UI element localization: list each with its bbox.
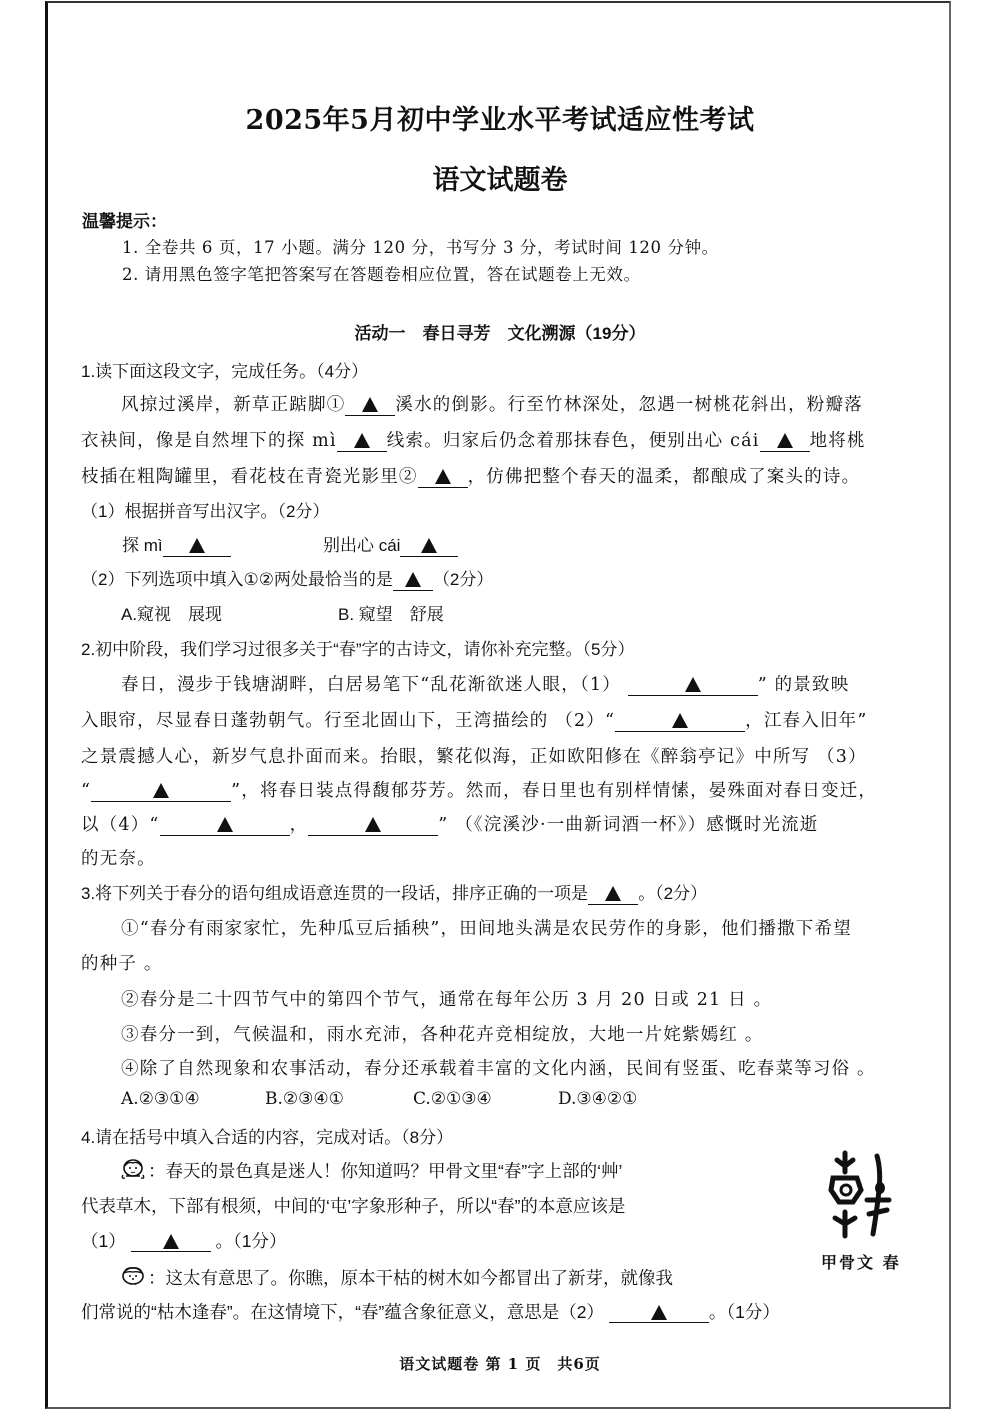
q1-sub1-b xyxy=(323,531,458,557)
q1-passage-line xyxy=(121,391,863,416)
q1-passage-line xyxy=(81,463,860,488)
question-2-stem: 2.初中阶段，我们学习过很多关于“春”字的古诗文，请你补充完整。（5分） xyxy=(81,640,635,659)
oracle-bone-chun-figure xyxy=(825,1150,905,1240)
q3-option-a[interactable]: A.②③①④ xyxy=(121,1089,200,1109)
text: 探 mì xyxy=(122,536,163,555)
blank-marker-icon xyxy=(163,1234,179,1249)
text: （2）下列选项中填入①②两处最恰当的是 xyxy=(81,570,393,589)
q1-sub2 xyxy=(81,565,493,591)
page-footer: 语文试题卷 第 1 页 共6页 xyxy=(399,1355,601,1373)
text: ”，将春日装点得馥郁芬芳。然而，春日里也有别样情愫，晏殊面对春日变迁， xyxy=(231,781,878,801)
text: ：这太有意思了。你瞧，原本干枯的树木如今都冒出了新芽，就像我 xyxy=(148,1268,673,1288)
q3-sentence-2: ②春分是二十四节气中的第四个节气，通常在每年公历 3 月 20 日或 21 日 。 xyxy=(121,990,773,1010)
blank-marker-icon xyxy=(651,1305,667,1320)
q1-option-a[interactable]: A.窥视 展现 xyxy=(121,605,223,624)
text: 溪水的倒影。行至竹林深处，忽遇一树桃花斜出，粉瓣落 xyxy=(395,395,863,415)
tip-item: 1. 全卷共 6 页，17 小题。满分 120 分，书写分 3 分，考试时间 120 分钟。 xyxy=(122,238,719,257)
q3-sentence-1-cont: 的种子 。 xyxy=(81,954,163,974)
q2-line xyxy=(81,707,868,732)
q1-passage-line xyxy=(81,427,866,452)
answer-blank[interactable] xyxy=(628,677,758,696)
text: ” 的景致映 xyxy=(757,675,850,695)
answer-blank[interactable] xyxy=(615,713,745,732)
blank-marker-icon xyxy=(685,677,701,692)
answer-blank[interactable] xyxy=(160,817,290,836)
answer-blank[interactable] xyxy=(337,433,387,452)
q2-line xyxy=(81,777,877,802)
blank-marker-icon xyxy=(153,783,169,798)
blank-marker-icon xyxy=(435,469,451,484)
q2-line: 的无奈。 xyxy=(81,849,156,869)
question-1-stem: 1.读下面这段文字，完成任务。（4分） xyxy=(81,362,369,381)
q3-sentence-4: ④除了自然现象和农事活动，春分还承载着丰富的文化内涵，民间有竖蛋、吃春菜等习俗 。 xyxy=(121,1059,876,1079)
text: “ xyxy=(81,781,92,801)
answer-blank[interactable] xyxy=(91,783,231,802)
text: ” （《浣溪沙·一曲新词酒一杯》）感慨时光流逝 xyxy=(438,815,819,835)
figure-caption: 甲骨文 春 xyxy=(821,1253,901,1272)
answer-blank[interactable] xyxy=(393,572,433,591)
q1-sub1-a xyxy=(122,531,231,557)
blank-marker-icon xyxy=(189,538,205,553)
answer-blank[interactable] xyxy=(308,817,438,836)
text: （2分） xyxy=(432,570,494,589)
answer-blank[interactable] xyxy=(418,469,468,488)
tip-item: 2. 请用黑色签字笔把答案写在答题卷相应位置，答在试题卷上无效。 xyxy=(122,265,641,284)
q3-sentence-3: ③春分一到，气候温和，雨水充沛，各种花卉竞相绽放，大地一片姹紫嫣红 。 xyxy=(121,1025,764,1045)
text: 们常说的“枯木逢春”。在这情境下，“春”蕴含象征意义，意思是（2） xyxy=(81,1302,605,1322)
exam-subtitle: 语文试题卷 xyxy=(432,165,568,196)
text: 。（2分） xyxy=(638,884,708,903)
text: ，江春入旧年” xyxy=(745,711,868,731)
q3-option-c[interactable]: C.②①③④ xyxy=(413,1089,492,1109)
blank-marker-icon xyxy=(605,886,621,901)
q3-sentence-1: ①“春分有雨家家忙，先种瓜豆后插秧”，田间地头满是农民劳作的身影，他们播撒下希望 xyxy=(121,919,852,939)
q1-sub1-label: （1）根据拼音写出汉字。（2分） xyxy=(81,502,330,521)
q4-dialog-2-cont xyxy=(81,1299,780,1324)
q4-dialog-1-cont: 代表草木，下部有根须，中间的‘屯’字象形种子，所以“春”的本意应该是 xyxy=(81,1196,626,1216)
answer-blank[interactable] xyxy=(609,1304,709,1323)
blank-marker-icon xyxy=(672,713,688,728)
q1-option-b[interactable]: B. 窥望 舒展 xyxy=(338,605,444,624)
q2-line: 之景震撼人心，新岁气息扑面而来。抬眼，繁花似海，正如欧阳修在《醉翁亭记》中所写 （3） xyxy=(81,747,867,767)
text: 春日，漫步于钱塘湖畔，白居易笔下“乱花渐欲迷人眼，（1） xyxy=(121,675,621,695)
q4-dialog-1 xyxy=(118,1157,622,1183)
text: 以（4）“ xyxy=(81,815,160,835)
text: ，仿佛把整个春天的温柔，都酿成了案头的诗。 xyxy=(467,467,861,487)
text: ：春天的景色真是迷人！你知道吗？甲骨文里“春”字上部的‘艸’ xyxy=(148,1161,623,1181)
text: 线索。归家后仍念着那抹春色，便别出心 cái xyxy=(386,431,760,451)
girl-avatar-icon xyxy=(118,1157,148,1181)
text: 入眼帘，尽显春日蓬勃朝气。行至北固山下，王湾描绘的 （2）“ xyxy=(81,711,616,731)
text: 。（1分） xyxy=(215,1231,287,1251)
text: 3.将下列关于春分的语句组成语意连贯的一段话，排序正确的一项是 xyxy=(81,884,589,903)
q3-option-d[interactable]: D.③④②① xyxy=(558,1089,638,1109)
answer-blank[interactable] xyxy=(760,433,810,452)
text: 别出心 cái xyxy=(323,536,401,555)
exam-title: 2025年5月初中学业水平考试适应性考试 xyxy=(245,105,755,136)
blank-marker-icon xyxy=(354,433,370,448)
q3-option-b[interactable]: B.②③④① xyxy=(265,1089,344,1109)
boy-avatar-icon xyxy=(118,1264,148,1288)
blank-marker-icon xyxy=(362,397,378,412)
text: 枝插在粗陶罐里，看花枝在青瓷光影里② xyxy=(81,467,418,487)
text: （1） xyxy=(81,1231,126,1251)
question-3-stem xyxy=(81,879,707,905)
text: 衣袂间，像是自然埋下的探 mì xyxy=(81,431,337,451)
tips-heading: 温馨提示： xyxy=(82,212,167,231)
q2-line xyxy=(121,671,849,696)
text: 地将桃 xyxy=(809,431,866,451)
q4-dialog-2 xyxy=(118,1264,673,1290)
question-4-stem: 4.请在括号中填入合适的内容，完成对话。（8分） xyxy=(81,1128,454,1147)
blank-marker-icon xyxy=(365,817,381,832)
answer-blank[interactable] xyxy=(163,538,231,557)
section-title: 活动一 春日寻芳 文化溯源（19分） xyxy=(354,324,646,343)
answer-blank[interactable] xyxy=(345,397,395,416)
text: 。（1分） xyxy=(708,1302,780,1322)
answer-blank[interactable] xyxy=(588,886,638,905)
q4-dialog-1-blank xyxy=(81,1228,286,1253)
text: 风掠过溪岸，新草正踮脚① xyxy=(121,395,346,415)
blank-marker-icon xyxy=(777,433,793,448)
q2-line xyxy=(81,811,818,836)
answer-blank[interactable] xyxy=(131,1233,211,1252)
blank-marker-icon xyxy=(217,817,233,832)
text: ， xyxy=(289,815,309,835)
answer-blank[interactable] xyxy=(400,538,458,557)
blank-marker-icon xyxy=(405,572,421,587)
blank-marker-icon xyxy=(421,538,437,553)
